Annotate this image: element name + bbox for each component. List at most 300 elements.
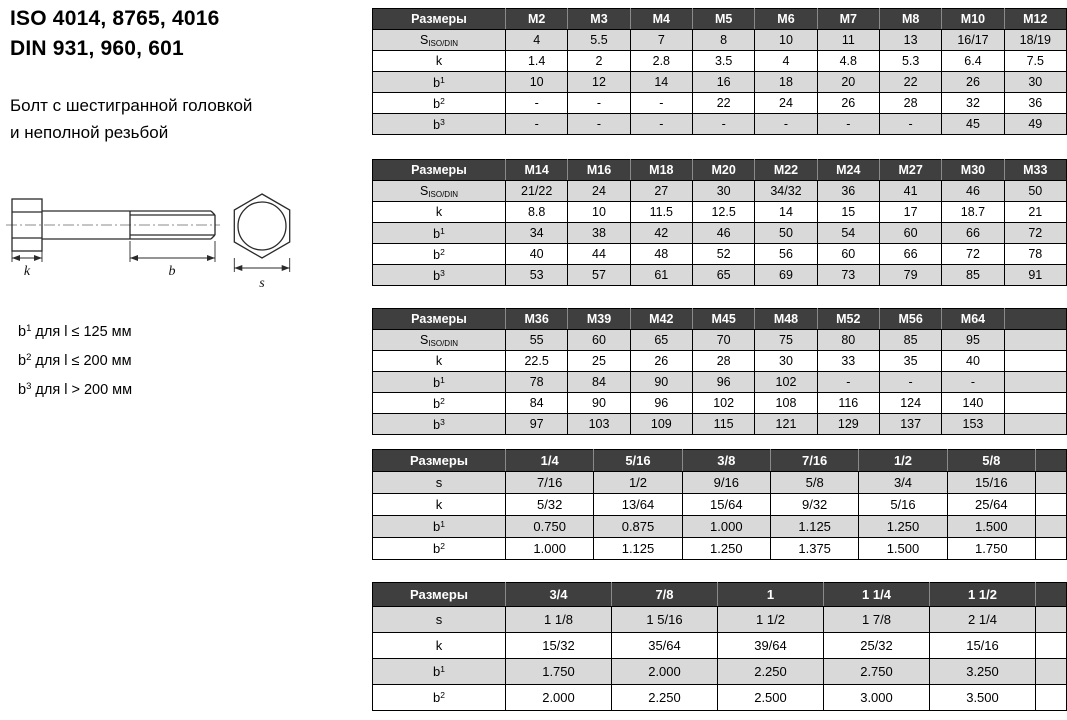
column-header: M42 (630, 309, 692, 330)
table-cell: 26 (817, 93, 879, 114)
column-header: M64 (942, 309, 1004, 330)
footnote: $b^3$ для l > 200 мм (18, 381, 133, 398)
table-cell: 2.750 (824, 659, 930, 685)
table-cell (1036, 538, 1067, 560)
table-cell: 13/64 (594, 494, 682, 516)
table-cell: 24 (755, 93, 817, 114)
table-cell: 36 (817, 181, 879, 202)
table-cell: 1.500 (947, 516, 1035, 538)
row-label: k (373, 351, 506, 372)
arrow-icon (34, 255, 42, 261)
table-cell: 2 (568, 51, 630, 72)
table-cell: 28 (692, 351, 754, 372)
bolt-head-front-view (234, 194, 289, 258)
row-label: $b^1$ (373, 223, 506, 244)
table-cell: 6.4 (942, 51, 1004, 72)
table-cell: 52 (692, 244, 754, 265)
table-cell: - (817, 114, 879, 135)
table-cell: 109 (630, 414, 692, 435)
column-header: M4 (630, 9, 692, 30)
table-cell: 129 (817, 414, 879, 435)
table-cell: - (755, 114, 817, 135)
page-title-line2: DIN 931, 960, 601 (10, 37, 184, 60)
table-cell: 34 (506, 223, 568, 244)
table-cell: 18/19 (1004, 30, 1066, 51)
table-cell: 2.000 (506, 685, 612, 711)
table-cell: 66 (942, 223, 1004, 244)
table-cell: 2.250 (612, 685, 718, 711)
table-cell: 4 (755, 51, 817, 72)
table-cell: 30 (692, 181, 754, 202)
table-row (373, 223, 1067, 244)
table-cell: 102 (755, 372, 817, 393)
table-cell (1036, 516, 1067, 538)
table-cell: 85 (879, 330, 941, 351)
table-cell: 140 (942, 393, 1004, 414)
table-cell: 7.5 (1004, 51, 1066, 72)
table-cell: 35/64 (612, 633, 718, 659)
table-cell: 73 (817, 265, 879, 286)
table-cell: 115 (692, 414, 754, 435)
table-header-row (373, 450, 1067, 472)
table-cell: 2 1/4 (930, 607, 1036, 633)
table-row (373, 659, 1067, 685)
table-row (373, 330, 1067, 351)
table-cell (1004, 414, 1066, 435)
table-cell: 1.125 (770, 516, 858, 538)
column-header-blank (1036, 583, 1067, 607)
arrow-icon (207, 255, 215, 261)
table-row (373, 685, 1067, 711)
table-cell: 84 (506, 393, 568, 414)
column-header: M27 (879, 160, 941, 181)
table-row (373, 393, 1067, 414)
table-cell: 90 (630, 372, 692, 393)
table-cell: 34/32 (755, 181, 817, 202)
table-row (373, 181, 1067, 202)
table-cell: 15/64 (682, 494, 770, 516)
table-cell: 84 (568, 372, 630, 393)
table-cell: 1/2 (594, 472, 682, 494)
table-row (373, 472, 1067, 494)
table-cell: 40 (506, 244, 568, 265)
table-cell (1004, 330, 1066, 351)
table-cell: 24 (568, 181, 630, 202)
table-cell: 26 (942, 72, 1004, 93)
table-cell: 108 (755, 393, 817, 414)
row-label: $b^1$ (373, 516, 506, 538)
column-header: M14 (506, 160, 568, 181)
table-cell: 5.3 (879, 51, 941, 72)
table-row (373, 93, 1067, 114)
table-cell: 70 (692, 330, 754, 351)
dimension-label-s: s (259, 276, 265, 291)
table-cell: 11 (817, 30, 879, 51)
table-cell: 56 (755, 244, 817, 265)
table-cell: 91 (1004, 265, 1066, 286)
table-cell: 2.250 (718, 659, 824, 685)
table-cell: 16 (692, 72, 754, 93)
column-header: M10 (942, 9, 1004, 30)
column-header: 1/4 (506, 450, 594, 472)
column-header-blank (1004, 309, 1066, 330)
row-label: $b^2$ (373, 538, 506, 560)
table-cell: 46 (942, 181, 1004, 202)
table-cell: 55 (506, 330, 568, 351)
table-cell: 42 (630, 223, 692, 244)
row-label: $b^2$ (373, 685, 506, 711)
table-cell: 14 (630, 72, 692, 93)
column-header: M48 (755, 309, 817, 330)
footnote: $b^1$ для l ≤ 125 мм (18, 323, 132, 340)
column-header: 1 1/4 (824, 583, 930, 607)
table-cell: 103 (568, 414, 630, 435)
table-cell: 54 (817, 223, 879, 244)
column-header: M36 (506, 309, 568, 330)
column-header: 1 1/2 (930, 583, 1036, 607)
table-cell: 3.500 (930, 685, 1036, 711)
table-row (373, 607, 1067, 633)
table-cell: 30 (755, 351, 817, 372)
table-cell: 1 1/2 (718, 607, 824, 633)
table-cell: 4 (506, 30, 568, 51)
table-row (373, 351, 1067, 372)
table-cell: 21/22 (506, 181, 568, 202)
table-cell: 1 5/16 (612, 607, 718, 633)
table-cell (1036, 685, 1067, 711)
table-cell: 27 (630, 181, 692, 202)
table-cell: 1.4 (506, 51, 568, 72)
table-cell: 72 (942, 244, 1004, 265)
row-label: $b^1$ (373, 372, 506, 393)
column-header: M33 (1004, 160, 1066, 181)
table-cell: 46 (692, 223, 754, 244)
table-cell: 65 (692, 265, 754, 286)
column-header: M56 (879, 309, 941, 330)
table-cell: - (692, 114, 754, 135)
column-header-sizes: Размеры (373, 309, 506, 330)
table-cell: 61 (630, 265, 692, 286)
table-cell: - (630, 93, 692, 114)
column-header: M6 (755, 9, 817, 30)
table-cell: 22 (879, 72, 941, 93)
table-cell: 57 (568, 265, 630, 286)
table-cell: 124 (879, 393, 941, 414)
table-cell: 90 (568, 393, 630, 414)
arrow-icon (130, 255, 138, 261)
table-cell: 95 (942, 330, 1004, 351)
column-header: M12 (1004, 9, 1066, 30)
table-cell: 50 (1004, 181, 1066, 202)
table-row (373, 72, 1067, 93)
table-cell: 39/64 (718, 633, 824, 659)
table-cell: 1 7/8 (824, 607, 930, 633)
table-cell: 10 (755, 30, 817, 51)
column-header-sizes: Размеры (373, 160, 506, 181)
table-cell: 33 (817, 351, 879, 372)
table-row (373, 202, 1067, 223)
column-header: 7/8 (612, 583, 718, 607)
dimension-table-3 (372, 308, 1067, 435)
table-cell: 0.875 (594, 516, 682, 538)
table-cell (1036, 633, 1067, 659)
table-cell: 38 (568, 223, 630, 244)
table-cell: 78 (506, 372, 568, 393)
table-cell: 3/4 (859, 472, 947, 494)
table-cell: - (942, 372, 1004, 393)
row-label: k (373, 633, 506, 659)
table-cell: 3.250 (930, 659, 1036, 685)
row-label: $b^2$ (373, 93, 506, 114)
table-cell: 20 (817, 72, 879, 93)
column-header-blank (1036, 450, 1067, 472)
table-cell: 1.000 (682, 516, 770, 538)
row-label: $b^1$ (373, 659, 506, 685)
column-header: M16 (568, 160, 630, 181)
table-cell: 80 (817, 330, 879, 351)
column-header: M30 (942, 160, 1004, 181)
head-circle (238, 202, 286, 250)
table-header-row (373, 9, 1067, 30)
table-row (373, 30, 1067, 51)
table-cell: 1 1/8 (506, 607, 612, 633)
table-cell: - (506, 93, 568, 114)
table-row (373, 633, 1067, 659)
row-label: k (373, 494, 506, 516)
table-cell: 12.5 (692, 202, 754, 223)
table-cell: 11.5 (630, 202, 692, 223)
dimension-table-2 (372, 159, 1067, 286)
column-header: 1 (718, 583, 824, 607)
table-cell: 21 (1004, 202, 1066, 223)
subtitle-line2: и неполной резьбой (10, 123, 169, 142)
column-header: M8 (879, 9, 941, 30)
table-row (373, 494, 1067, 516)
table-cell: 26 (630, 351, 692, 372)
dimension-table-1 (372, 8, 1067, 135)
row-label: s (373, 607, 506, 633)
dimension-label-k: k (23, 264, 31, 279)
table-cell (1036, 659, 1067, 685)
table-cell: 1.250 (859, 516, 947, 538)
column-header-sizes: Размеры (373, 450, 506, 472)
table-cell: 116 (817, 393, 879, 414)
row-label: $b^3$ (373, 414, 506, 435)
table-cell: 72 (1004, 223, 1066, 244)
dimension-b (130, 241, 215, 262)
bolt-drawing (6, 192, 326, 300)
table-cell: 5/16 (859, 494, 947, 516)
table-cell: 5/32 (506, 494, 594, 516)
table-cell: 50 (755, 223, 817, 244)
table-row (373, 114, 1067, 135)
table-cell: 1.500 (859, 538, 947, 560)
subtitle-line1: Болт с шестигранной головкой (10, 96, 253, 115)
table-cell: 85 (942, 265, 1004, 286)
row-label: $b^1$ (373, 72, 506, 93)
table-cell: 28 (879, 93, 941, 114)
table-cell: 17 (879, 202, 941, 223)
column-header-sizes: Размеры (373, 9, 506, 30)
hexagon (234, 194, 289, 258)
dimension-s (234, 258, 289, 272)
column-header: M7 (817, 9, 879, 30)
table-cell: 1.250 (682, 538, 770, 560)
table-row (373, 265, 1067, 286)
table-cell: 25/32 (824, 633, 930, 659)
row-label: $S_{ISO/DIN}$ (373, 30, 506, 51)
arrow-icon (12, 255, 20, 261)
page-title-line1: ISO 4014, 8765, 4016 (10, 7, 220, 30)
table-cell (1004, 393, 1066, 414)
table-cell: 1.125 (594, 538, 682, 560)
column-header: M24 (817, 160, 879, 181)
table-cell: - (630, 114, 692, 135)
table-cell: 25 (568, 351, 630, 372)
table-cell: 22 (692, 93, 754, 114)
row-label: $S_{ISO/DIN}$ (373, 181, 506, 202)
table-cell: 25/64 (947, 494, 1035, 516)
column-header: M20 (692, 160, 754, 181)
table-cell: 137 (879, 414, 941, 435)
table-cell: 121 (755, 414, 817, 435)
table-cell: 36 (1004, 93, 1066, 114)
row-label: k (373, 202, 506, 223)
table-cell: 14 (755, 202, 817, 223)
table-cell: 48 (630, 244, 692, 265)
arrow-icon (234, 265, 242, 271)
table-cell: 18 (755, 72, 817, 93)
table-cell (1004, 372, 1066, 393)
table-cell: 3.000 (824, 685, 930, 711)
table-cell (1036, 607, 1067, 633)
table-cell: 15/32 (506, 633, 612, 659)
table-cell: 60 (568, 330, 630, 351)
table-cell: - (879, 372, 941, 393)
column-header: M18 (630, 160, 692, 181)
table-cell: 78 (1004, 244, 1066, 265)
table-cell: 102 (692, 393, 754, 414)
table-cell (1004, 351, 1066, 372)
title-block (10, 4, 220, 64)
footnote: $b^2$ для l ≤ 200 мм (18, 352, 132, 369)
table-cell: 2.500 (718, 685, 824, 711)
table-header-row (373, 309, 1067, 330)
table-cell: 3.5 (692, 51, 754, 72)
table-cell: 40 (942, 351, 1004, 372)
table-header-row (373, 160, 1067, 181)
table-cell: 9/16 (682, 472, 770, 494)
table-cell: 10 (568, 202, 630, 223)
table-cell: 18.7 (942, 202, 1004, 223)
table-row (373, 516, 1067, 538)
table-cell: 79 (879, 265, 941, 286)
table-cell: 30 (1004, 72, 1066, 93)
column-header: 5/16 (594, 450, 682, 472)
table-row (373, 244, 1067, 265)
column-header: M3 (568, 9, 630, 30)
table-cell: - (568, 93, 630, 114)
column-header: 5/8 (947, 450, 1035, 472)
table-row (373, 414, 1067, 435)
table-cell: 10 (506, 72, 568, 93)
table-row (373, 51, 1067, 72)
table-cell: 5.5 (568, 30, 630, 51)
table-cell: 96 (630, 393, 692, 414)
table-cell: 75 (755, 330, 817, 351)
column-header: 3/8 (682, 450, 770, 472)
table-cell: 1.000 (506, 538, 594, 560)
table-cell: 22.5 (506, 351, 568, 372)
dimension-table-5 (372, 582, 1067, 711)
table-cell: 8 (692, 30, 754, 51)
row-label: $b^3$ (373, 114, 506, 135)
table-cell: 1.750 (947, 538, 1035, 560)
arrow-icon (282, 265, 290, 271)
table-header-row (373, 583, 1067, 607)
table-cell: 2.8 (630, 51, 692, 72)
table-cell: 97 (506, 414, 568, 435)
table-cell: 16/17 (942, 30, 1004, 51)
table-cell: 69 (755, 265, 817, 286)
table-row (373, 372, 1067, 393)
row-label: k (373, 51, 506, 72)
table-cell: - (568, 114, 630, 135)
table-cell: 45 (942, 114, 1004, 135)
column-header: M5 (692, 9, 754, 30)
column-header: 7/16 (770, 450, 858, 472)
table-cell: 32 (942, 93, 1004, 114)
table-cell: 9/32 (770, 494, 858, 516)
table-cell (1036, 472, 1067, 494)
table-cell: 8.8 (506, 202, 568, 223)
footnotes (18, 316, 132, 403)
column-header: 1/2 (859, 450, 947, 472)
column-header: M2 (506, 9, 568, 30)
table-cell: 66 (879, 244, 941, 265)
row-label: $S_{ISO/DIN}$ (373, 330, 506, 351)
column-header: M22 (755, 160, 817, 181)
column-header: M45 (692, 309, 754, 330)
table-cell: 15/16 (947, 472, 1035, 494)
table-cell: 60 (879, 223, 941, 244)
column-header: 3/4 (506, 583, 612, 607)
dimension-label-b: b (168, 264, 176, 279)
table-cell: 15/16 (930, 633, 1036, 659)
table-cell: 1.375 (770, 538, 858, 560)
column-header: M39 (568, 309, 630, 330)
column-header-sizes: Размеры (373, 583, 506, 607)
table-cell: 12 (568, 72, 630, 93)
table-cell: 5/8 (770, 472, 858, 494)
table-cell: 0.750 (506, 516, 594, 538)
table-cell: - (817, 372, 879, 393)
table-cell: 44 (568, 244, 630, 265)
table-cell: - (879, 114, 941, 135)
table-cell: 7 (630, 30, 692, 51)
table-cell: 13 (879, 30, 941, 51)
row-label: $b^2$ (373, 244, 506, 265)
table-cell: 1.750 (506, 659, 612, 685)
page-subtitle (10, 92, 252, 146)
tables-column (372, 8, 1067, 711)
table-cell (1036, 494, 1067, 516)
table-cell: 53 (506, 265, 568, 286)
table-cell: 2.000 (612, 659, 718, 685)
table-cell: 4.8 (817, 51, 879, 72)
table-cell: 35 (879, 351, 941, 372)
table-cell: 7/16 (506, 472, 594, 494)
